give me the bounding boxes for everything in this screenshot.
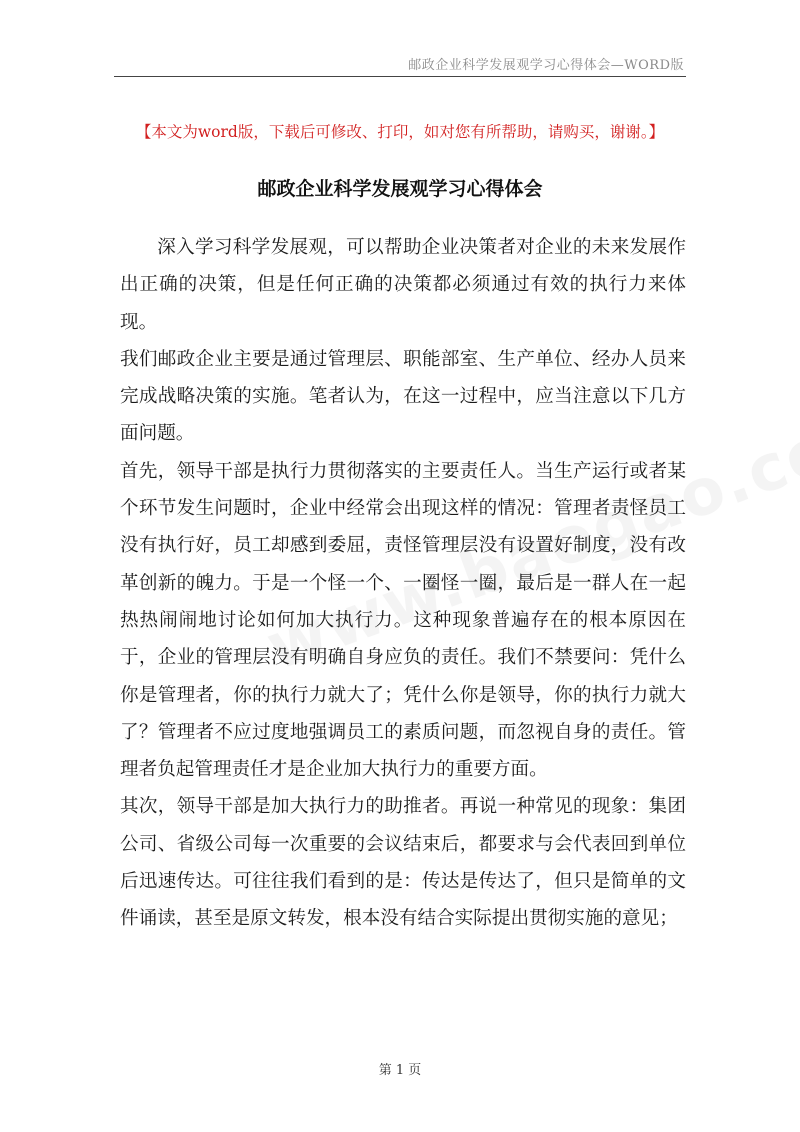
header-divider <box>114 76 686 77</box>
paragraph-3: 首先，领导干部是执行力贯彻落实的主要责任人。当生产运行或者某个环节发生问题时，企业中经常会出现这样的情况：管理者责怪员工没有执行好，员工却感到委屈，责怪管理层没有设置好制度，没有改革创新的魄力。于是一个怪一个、一圈怪一圈，最后是一群人在一起热热闹闹地讨论如何加大执行力。这种现象普遍存在的根本原因在于，企业的管理层没有明确自身应负的责任。我们不禁要问：凭什么你是管理者，你的执行力就大了；凭什么你是领导，你的执行力就大了？管理者不应过度地强调员工的素质问题，而忽视自身的责任。管理者负起管理责任才是企业加大执行力的重要方面。 <box>120 460 686 781</box>
page-number: 第 1 页 <box>378 1063 422 1078</box>
paragraph-4: 其次，领导干部是加大执行力的助推者。再说一种常见的现象：集团公司、省级公司每一次重要的会议结束后，都要求与会代表回到单位后迅速传达。可往往我们看到的是：传达是传达了，但只是简单的文件诵读，甚至是原文转发，根本没有结合实际提出贯彻实施的意见； <box>120 796 686 930</box>
document-body <box>120 229 686 938</box>
download-notice: 【本文为word版，下载后可修改、打印，如对您有所帮助，请购买，谢谢。】 <box>135 123 665 141</box>
paragraph-1: 深入学习科学发展观，可以帮助企业决策者对企业的未来发展作出正确的决策，但是任何正确的决策都必须通过有效的执行力来体现。 <box>120 237 686 333</box>
running-header: 邮政企业科学发展观学习心得体会—WORD版 <box>408 58 684 73</box>
document-title: 邮政企业科学发展观学习心得体会 <box>257 178 543 200</box>
paragraph-2: 我们邮政企业主要是通过管理层、职能部室、生产单位、经办人员来完成战略决策的实施。笔者认为，在这一过程中，应当注意以下几方面问题。 <box>120 348 686 445</box>
